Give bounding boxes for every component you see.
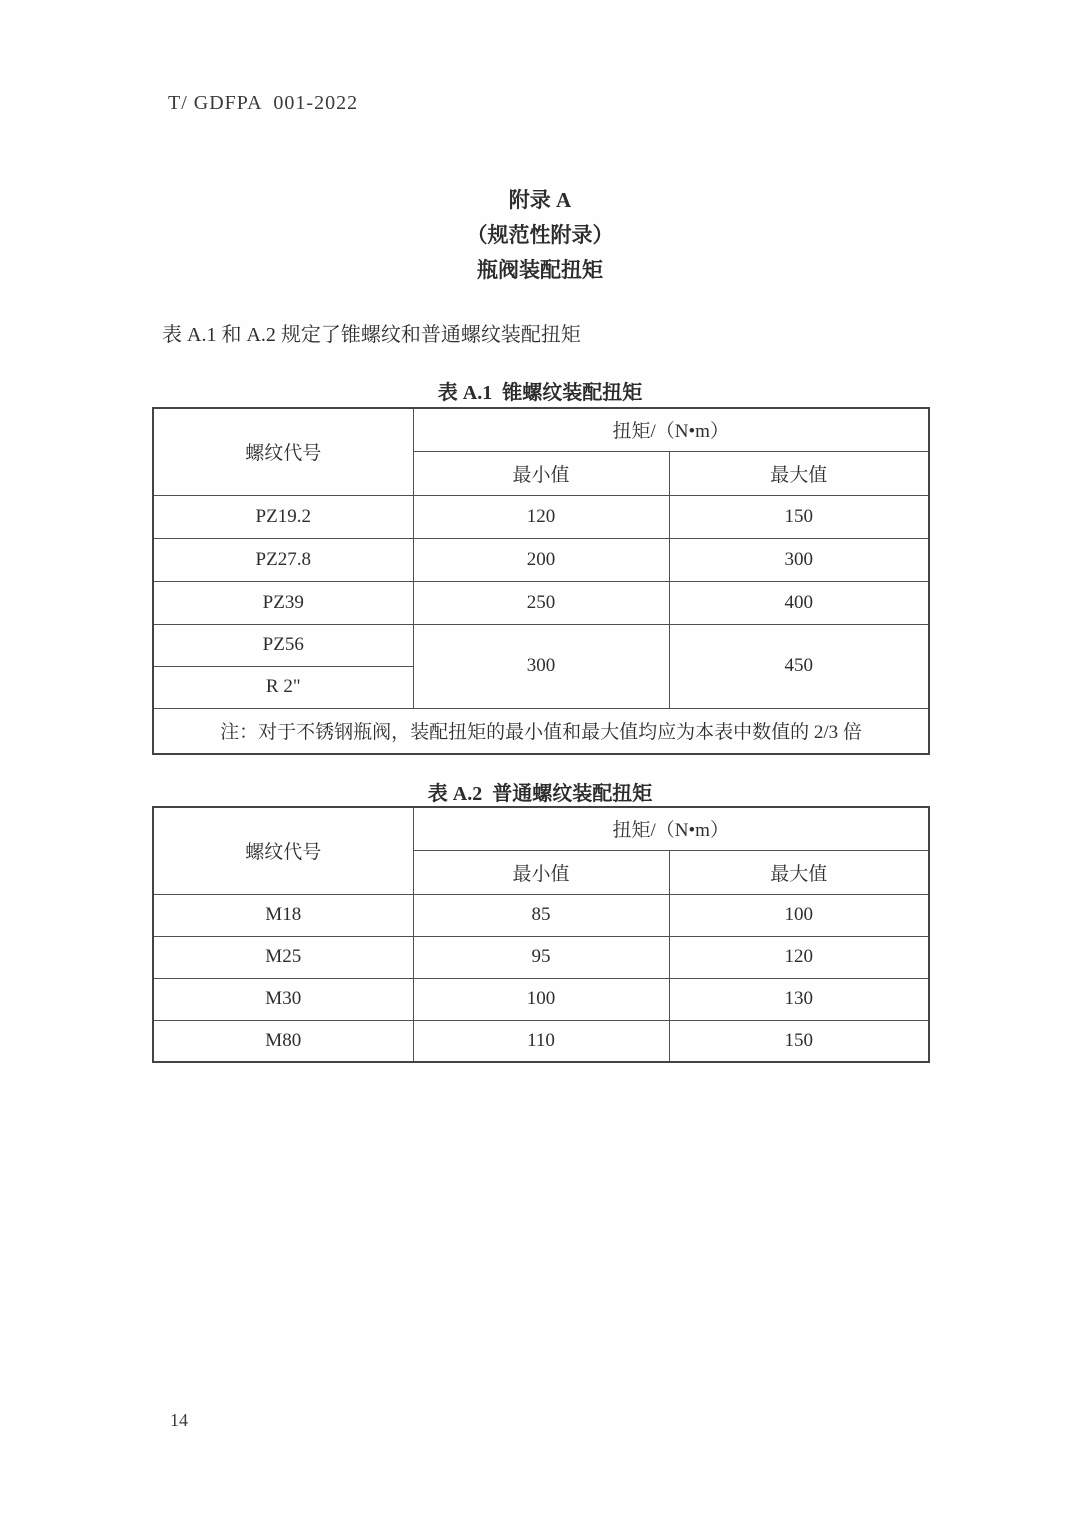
table-cell-min: 250 [413, 581, 669, 624]
table-row [153, 978, 929, 1020]
table-row [153, 538, 929, 581]
table-a1-note: 注：对于不锈钢瓶阀，装配扭矩的最小值和最大值均应为本表中数值的 2/3 倍 [153, 708, 929, 754]
table-cell-code: R 2" [153, 666, 413, 708]
table-row [153, 581, 929, 624]
table-cell-max: 300 [669, 538, 929, 581]
table-cell-min: 200 [413, 538, 669, 581]
table-cell-min-merged: 300 [413, 624, 669, 708]
table-a2 [152, 806, 930, 1063]
table-cell-code: M25 [153, 936, 413, 978]
table-cell-min: 100 [413, 978, 669, 1020]
appendix-heading-line2: （规范性附录） [466, 223, 614, 247]
table-a1-header-min: 最小值 [413, 451, 669, 495]
page-number: 14 [170, 1410, 188, 1430]
table-a2-header-row1 [153, 807, 929, 850]
table-cell-max: 150 [669, 1020, 929, 1062]
table-cell-code: M18 [153, 894, 413, 936]
table-a1 [152, 407, 930, 755]
table-cell-max: 150 [669, 495, 929, 538]
table-a2-header-thread-code: 螺纹代号 [153, 807, 413, 894]
table-a2-header-max: 最大值 [669, 850, 929, 894]
table-row [153, 1020, 929, 1062]
table-a1-header-thread-code: 螺纹代号 [153, 408, 413, 495]
appendix-heading [0, 188, 1080, 293]
table-cell-code: M80 [153, 1020, 413, 1062]
table-a2-header-torque-group: 扭矩/（N•m） [413, 807, 929, 850]
table-cell-min: 85 [413, 894, 669, 936]
table-a2-caption: 表 A.2 普通螺纹装配扭矩 [427, 783, 653, 805]
table-cell-max-merged: 450 [669, 624, 929, 708]
table-row [153, 495, 929, 538]
table-cell-min: 95 [413, 936, 669, 978]
table-cell-code: PZ56 [153, 624, 413, 666]
table-cell-max: 400 [669, 581, 929, 624]
appendix-heading-line1: 附录 A [508, 188, 572, 212]
appendix-heading-line3: 瓶阀装配扭矩 [477, 258, 603, 282]
table-cell-min: 120 [413, 495, 669, 538]
table-a2-header-min: 最小值 [413, 850, 669, 894]
standard-number: T/ GDFPA 001-2022 [168, 92, 359, 114]
table-cell-max: 100 [669, 894, 929, 936]
table-cell-code: PZ19.2 [153, 495, 413, 538]
table-a1-header-torque-group: 扭矩/（N•m） [413, 408, 929, 451]
table-row [153, 936, 929, 978]
table-row [153, 624, 929, 666]
table-a1-caption: 表 A.1 锥螺纹装配扭矩 [437, 382, 643, 404]
table-cell-code: M30 [153, 978, 413, 1020]
table-a1-header-max: 最大值 [669, 451, 929, 495]
table-cell-code: PZ39 [153, 581, 413, 624]
table-a1-header-row1 [153, 408, 929, 451]
table-cell-max: 130 [669, 978, 929, 1020]
table-a1-note-row [153, 708, 929, 754]
table-cell-max: 120 [669, 936, 929, 978]
table-cell-code: PZ27.8 [153, 538, 413, 581]
intro-paragraph: 表 A.1 和 A.2 规定了锥螺纹和普通螺纹装配扭矩 [162, 324, 581, 346]
table-cell-min: 110 [413, 1020, 669, 1062]
table-row [153, 894, 929, 936]
